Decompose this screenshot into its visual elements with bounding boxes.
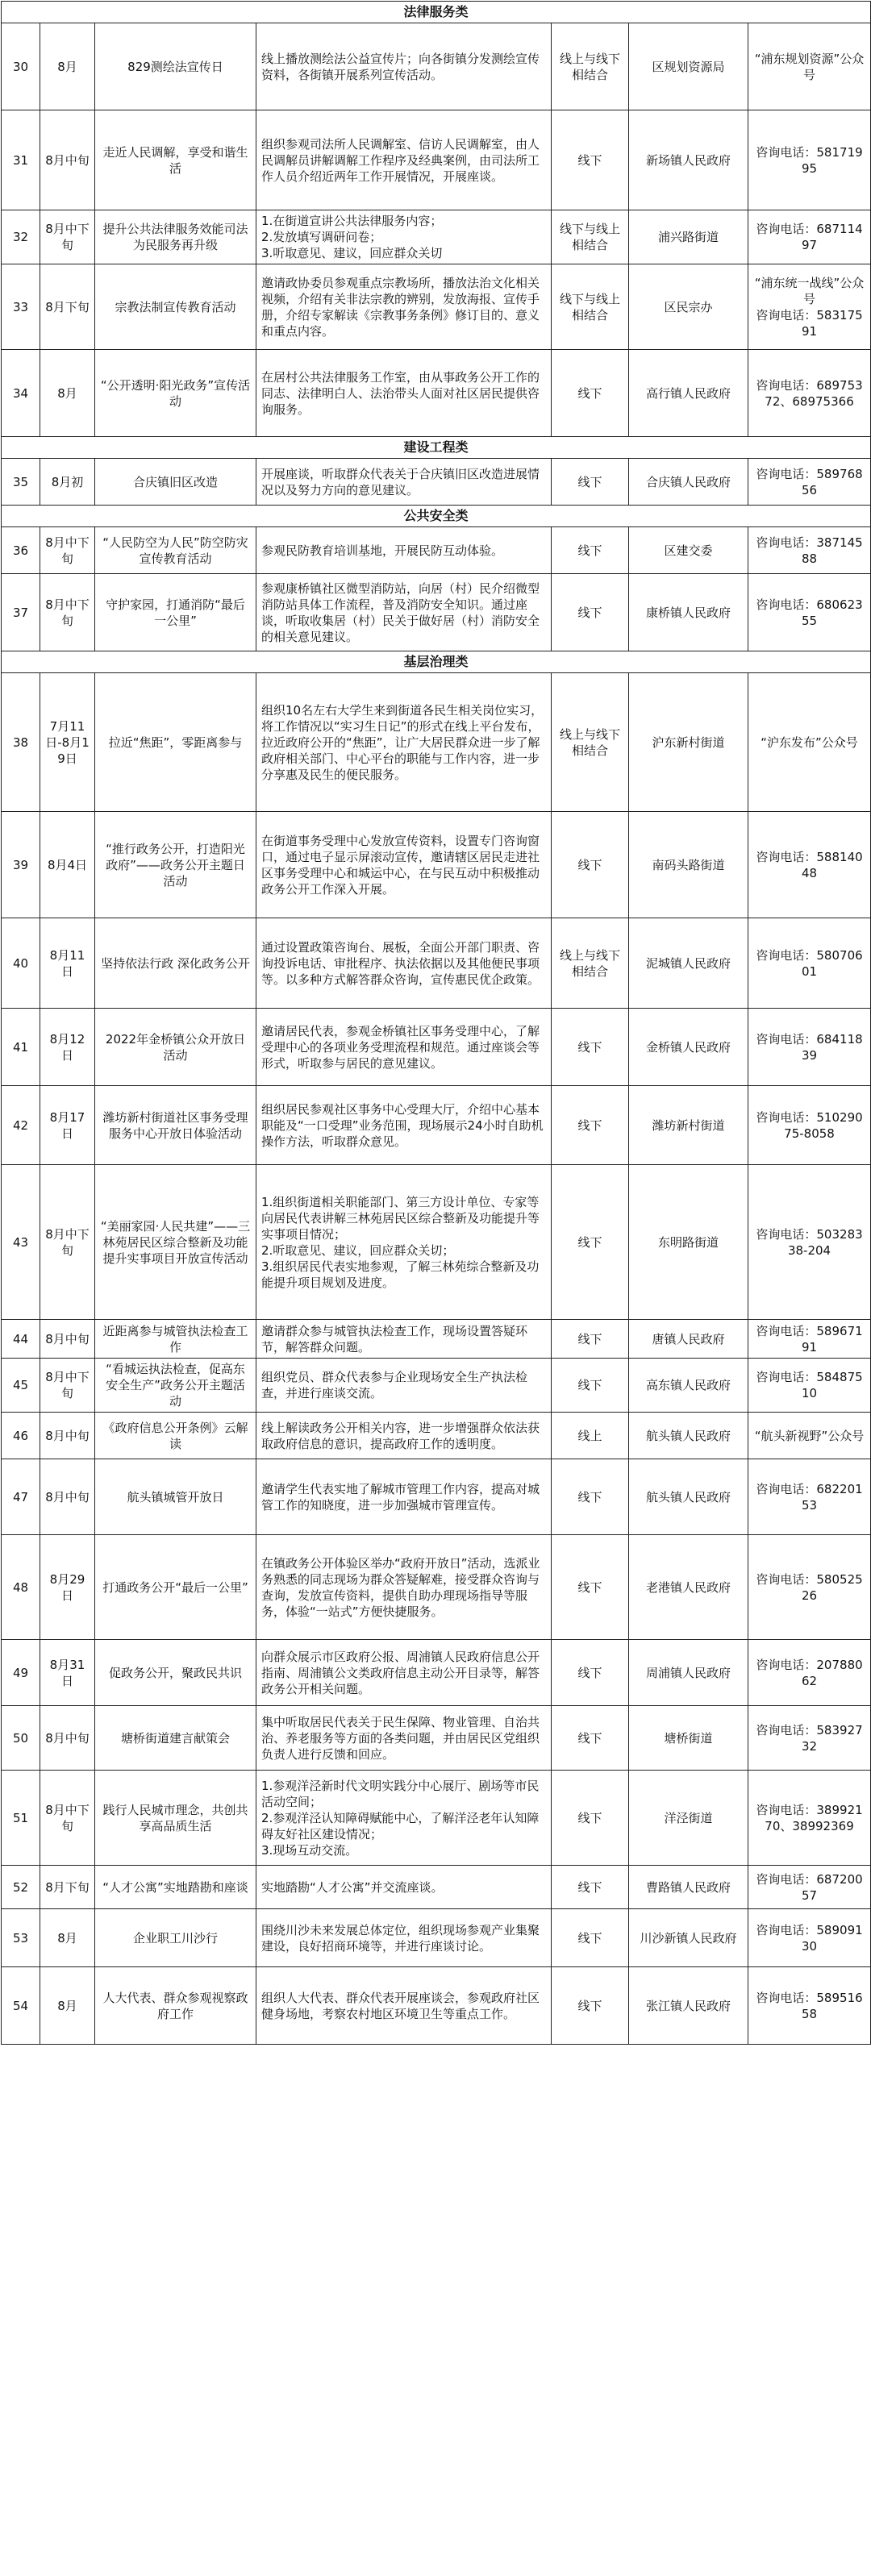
row-content: 在街道事务受理中心发放宣传资料，设置专门咨询窗口，通过电子显示屏滚动宣传，邀请辖区居民走进社区事务受理中心和城运中心，在与民互动中积极推动政务公开工作深入开展。 [256,812,552,918]
row-time: 8月 [40,350,95,437]
table-row [2,1459,871,1535]
row-contact: “浦东规划资源”公众号 [748,23,871,110]
row-activity-name: 近距离参与城管执法检查工作 [95,1320,256,1359]
row-number: 40 [2,918,40,1009]
row-format: 线下与线上相结合 [552,210,629,264]
row-contact: 咨询电话：58976856 [748,459,871,506]
row-organizer: 区规划资源局 [629,23,748,110]
row-contact: “沪东发布”公众号 [748,673,871,812]
table-row [2,1320,871,1359]
table-row [2,673,871,812]
row-activity-name: 走近人民调解，享受和谐生活 [95,110,256,210]
row-organizer: 潍坊新村街道 [629,1086,748,1165]
row-organizer: 张江镇人民政府 [629,1967,748,2045]
row-organizer: 周浦镇人民政府 [629,1640,748,1706]
row-organizer: 新场镇人民政府 [629,110,748,210]
row-organizer: 东明路街道 [629,1165,748,1320]
row-time: 8月中下旬 [40,527,95,574]
row-contact: 咨询电话：58171995 [748,110,871,210]
row-time: 8月17日 [40,1086,95,1165]
section-header-row [2,651,871,673]
row-activity-name: “推行政务公开，打造阳光政府”——政务公开主题日活动 [95,812,256,918]
table-row [2,1967,871,2045]
activity-table [1,1,871,2045]
row-number: 33 [2,264,40,350]
table-row [2,23,871,110]
row-format: 线下 [552,812,629,918]
row-number: 31 [2,110,40,210]
row-organizer: 川沙新镇人民政府 [629,1909,748,1967]
row-number: 30 [2,23,40,110]
row-activity-name: 践行人民城市理念，共创共享高品质生活 [95,1771,256,1866]
row-activity-name: “人民防空为人民”防空防灾宣传教育活动 [95,527,256,574]
row-activity-name: 合庆镇旧区改造 [95,459,256,506]
row-time: 8月中下旬 [40,1165,95,1320]
row-format: 线下 [552,1459,629,1535]
row-content: 组织人大代表、群众代表开展座谈会，参观政府社区健身场地，考察农村地区环境卫生等重点工作。 [256,1967,552,2045]
row-format: 线下 [552,1967,629,2045]
row-contact: 咨询电话：58951658 [748,1967,871,2045]
table-row [2,110,871,210]
table-row [2,1771,871,1866]
table-row [2,918,871,1009]
row-time: 8月11日 [40,918,95,1009]
row-format: 线下 [552,1909,629,1967]
row-activity-name: 宗教法制宣传教育活动 [95,264,256,350]
row-format: 线下 [552,1320,629,1359]
row-contact: 咨询电话：20788062 [748,1640,871,1706]
row-contact: 咨询电话：58052526 [748,1535,871,1640]
row-format: 线下 [552,1165,629,1320]
row-content: 参观民防教育培训基地，开展民防互动体验。 [256,527,552,574]
row-number: 47 [2,1459,40,1535]
row-contact: 咨询电话：58814048 [748,812,871,918]
row-organizer: 区建交委 [629,527,748,574]
row-format: 线下 [552,1771,629,1866]
row-activity-name: 航头镇城管开放日 [95,1459,256,1535]
row-contact: 咨询电话：68411839 [748,1009,871,1086]
row-organizer: 航头镇人民政府 [629,1413,748,1459]
row-number: 32 [2,210,40,264]
row-contact: 咨询电话：58392732 [748,1706,871,1771]
section-header-row [2,437,871,459]
row-format: 线下 [552,1009,629,1086]
row-content: 参观康桥镇社区微型消防站，向居（村）民介绍微型消防站具体工作流程，普及消防安全知识。通过座谈，听取收集居（村）民关于做好居（村）消防安全的相关意见建议。 [256,574,552,651]
row-time: 8月中下旬 [40,1771,95,1866]
row-activity-name: “美丽家园·人民共建”——三林苑居民区综合整新及功能提升实事项目开放宣传活动 [95,1165,256,1320]
row-activity-name: 《政府信息公开条例》云解读 [95,1413,256,1459]
row-content: 1.参观洋泾新时代文明实践分中心展厅、剧场等市民活动空间； 2.参观洋泾认知障碍赋能中心，了解洋泾老年认知障碍友好社区建设情况； 3.现场互动交流。 [256,1771,552,1866]
section-title: 公共安全类 [2,506,871,527]
row-time: 8月 [40,23,95,110]
row-format: 线下 [552,1866,629,1909]
row-format: 线上与线下相结合 [552,23,629,110]
row-time: 8月29日 [40,1535,95,1640]
row-time: 8月12日 [40,1009,95,1086]
row-activity-name: 企业职工川沙行 [95,1909,256,1967]
table-row [2,1359,871,1413]
table-row [2,210,871,264]
row-number: 41 [2,1009,40,1086]
row-contact: 咨询电话：58070601 [748,918,871,1009]
row-activity-name: “人才公寓”实地踏勘和座谈 [95,1866,256,1909]
row-format: 线下 [552,350,629,437]
row-number: 36 [2,527,40,574]
row-time: 8月中旬 [40,1459,95,1535]
section-title: 基层治理类 [2,651,871,673]
row-number: 49 [2,1640,40,1706]
row-format: 线下 [552,527,629,574]
row-organizer: 高东镇人民政府 [629,1359,748,1413]
row-organizer: 泥城镇人民政府 [629,918,748,1009]
row-content: 线上播放测绘法公益宣传片；向各街镇分发测绘宣传资料，各街镇开展系列宣传活动。 [256,23,552,110]
row-content: 邀请居民代表，参观金桥镇社区事务受理中心，了解受理中心的各项业务受理流程和规范。通过座谈会等形式，听取参与居民的意见建议。 [256,1009,552,1086]
row-number: 54 [2,1967,40,2045]
row-organizer: 洋泾街道 [629,1771,748,1866]
row-format: 线下 [552,1640,629,1706]
row-organizer: 高行镇人民政府 [629,350,748,437]
section-header-row [2,2,871,23]
table-row [2,1165,871,1320]
row-format: 线下与线上相结合 [552,264,629,350]
row-content: 1.组织街道相关职能部门、第三方设计单位、专家等向居民代表讲解三林苑居民区综合整新及功能提升等实事项目情况； 2.听取意见、建议，回应群众关切； 3.组织居民代表实地参观，了解三林苑综合整新及功能提升项目规划及进度。 [256,1165,552,1320]
row-contact: 咨询电话：38714588 [748,527,871,574]
row-time: 8月 [40,1909,95,1967]
row-organizer: 唐镇人民政府 [629,1320,748,1359]
table-row [2,1706,871,1771]
row-time: 8月下旬 [40,1866,95,1909]
row-content: 开展座谈，听取群众代表关于合庆镇旧区改造进展情况以及努力方向的意见建议。 [256,459,552,506]
row-activity-name: 塘桥街道建言献策会 [95,1706,256,1771]
section-header-row [2,506,871,527]
row-activity-name: 打通政务公开“最后一公里” [95,1535,256,1640]
row-number: 52 [2,1866,40,1909]
row-time: 8月中下旬 [40,1359,95,1413]
row-time: 8月4日 [40,812,95,918]
row-activity-name: 拉近“焦距”，零距离参与 [95,673,256,812]
row-content: 邀请政协委员参观重点宗教场所，播放法治文化相关视频，介绍有关非法宗教的辨别，发放海报、宣传手册，介绍专家解读《宗教事务条例》修订目的、意义和重点内容。 [256,264,552,350]
row-organizer: 区民宗办 [629,264,748,350]
row-organizer: 老港镇人民政府 [629,1535,748,1640]
row-format: 线下 [552,1535,629,1640]
row-format: 线下 [552,459,629,506]
row-format: 线上与线下相结合 [552,918,629,1009]
row-content: 组织党员、群众代表参与企业现场安全生产执法检查，并进行座谈交流。 [256,1359,552,1413]
row-content: 组织10名左右大学生来到街道各民生相关岗位实习，将工作情况以“实习生日记”的形式在线上平台发布，拉近政府公开的“焦距”，让广大居民群众进一步了解政府相关部门、中心平台的职能与工作内容，进一步分享惠及民生的便民服务。 [256,673,552,812]
row-content: 组织居民参观社区事务中心受理大厅，介绍中心基本职能及“一口受理”业务范围，现场展示24小时自助机操作方法，听取群众意见。 [256,1086,552,1165]
row-organizer: 浦兴路街道 [629,210,748,264]
row-number: 35 [2,459,40,506]
row-contact: 咨询电话：68220153 [748,1459,871,1535]
row-content: 邀请群众参与城管执法检查工作，现场设置答疑环节，解答群众问题。 [256,1320,552,1359]
row-content: 围绕川沙未来发展总体定位，组织现场参观产业集聚建设，良好招商环境等，并进行座谈讨论。 [256,1909,552,1967]
row-activity-name: 坚持依法行政 深化政务公开 [95,918,256,1009]
row-organizer: 曹路镇人民政府 [629,1866,748,1909]
row-time: 8月中下旬 [40,210,95,264]
row-number: 37 [2,574,40,651]
row-time: 8月初 [40,459,95,506]
section-title: 建设工程类 [2,437,871,459]
row-activity-name: 人大代表、群众参观视察政府工作 [95,1967,256,2045]
table-row [2,812,871,918]
row-time: 8月中下旬 [40,574,95,651]
row-contact: 咨询电话：58909130 [748,1909,871,1967]
activity-table-body [2,2,871,2045]
row-time: 8月中旬 [40,1413,95,1459]
row-activity-name: “看城运执法检查，促高东安全生产”政务公开主题活动 [95,1359,256,1413]
row-number: 34 [2,350,40,437]
row-contact: 咨询电话：68711497 [748,210,871,264]
row-content: 集中听取居民代表关于民生保障、物业管理、自治共治、养老服务等方面的各类问题，并由居民区党组织负责人进行反馈和回应。 [256,1706,552,1771]
row-format: 线下 [552,110,629,210]
row-organizer: 金桥镇人民政府 [629,1009,748,1086]
row-contact: 咨询电话：51029075-8058 [748,1086,871,1165]
row-number: 48 [2,1535,40,1640]
row-organizer: 康桥镇人民政府 [629,574,748,651]
row-content: 实地踏勘“人才公寓”并交流座谈。 [256,1866,552,1909]
row-contact: “浦东统一战线”公众号 咨询电话：58317591 [748,264,871,350]
table-row [2,1640,871,1706]
row-activity-name: “公开透明·阳光政务”宣传活动 [95,350,256,437]
table-row [2,527,871,574]
row-organizer: 塘桥街道 [629,1706,748,1771]
row-content: 1.在街道宣讲公共法律服务内容； 2.发放填写调研问卷； 3.听取意见、建议，回应群众关切 [256,210,552,264]
row-time: 8月中旬 [40,1706,95,1771]
row-content: 邀请学生代表实地了解城市管理工作内容，提高对城管工作的知晓度，进一步加强城市管理宣传。 [256,1459,552,1535]
row-organizer: 航头镇人民政府 [629,1459,748,1535]
row-contact: 咨询电话：68062355 [748,574,871,651]
row-format: 线下 [552,574,629,651]
row-number: 45 [2,1359,40,1413]
table-row [2,1009,871,1086]
row-activity-name: 提升公共法律服务效能司法为民服务再升级 [95,210,256,264]
row-content: 线上解读政务公开相关内容，进一步增强群众依法获取政府信息的意识，提高政府工作的透明度。 [256,1413,552,1459]
row-time: 8月中旬 [40,1320,95,1359]
row-contact: 咨询电话：38992170、38992369 [748,1771,871,1866]
row-contact: 咨询电话：58487510 [748,1359,871,1413]
row-contact: 咨询电话：68975372、68975366 [748,350,871,437]
row-time: 8月 [40,1967,95,2045]
row-activity-name: 促政务公开，聚政民共识 [95,1640,256,1706]
row-number: 53 [2,1909,40,1967]
row-format: 线上与线下相结合 [552,673,629,812]
row-activity-name: 守护家园，打通消防“最后一公里” [95,574,256,651]
table-row [2,1535,871,1640]
table-row [2,574,871,651]
section-title: 法律服务类 [2,2,871,23]
row-number: 44 [2,1320,40,1359]
table-row [2,1909,871,1967]
row-number: 46 [2,1413,40,1459]
row-organizer: 沪东新村街道 [629,673,748,812]
row-content: 通过设置政策咨询台、展板，全面公开部门职责、咨询投诉电话、审批程序、执法依据以及其他便民事项等。以多种方式解答群众咨询，宣传惠民优企政策。 [256,918,552,1009]
row-activity-name: 潍坊新村街道社区事务受理服务中心开放日体验活动 [95,1086,256,1165]
row-number: 50 [2,1706,40,1771]
table-row [2,1866,871,1909]
row-contact: 咨询电话：58967191 [748,1320,871,1359]
row-time: 8月下旬 [40,264,95,350]
row-time: 8月31日 [40,1640,95,1706]
row-content: 在镇政务公开体验区举办“政府开放日”活动，选派业务熟悉的同志现场为群众答疑解难，接受群众咨询与查询，发放宣传资料，提供自助办理现场指导等服务，体验“一站式”方便快捷服务。 [256,1535,552,1640]
row-time: 7月11日-8月19日 [40,673,95,812]
row-contact: 咨询电话：50328338-204 [748,1165,871,1320]
row-format: 线上 [552,1413,629,1459]
row-activity-name: 2022年金桥镇公众开放日活动 [95,1009,256,1086]
row-contact: “航头新视野”公众号 [748,1413,871,1459]
row-number: 51 [2,1771,40,1866]
table-row [2,1086,871,1165]
row-format: 线下 [552,1706,629,1771]
table-row [2,264,871,350]
row-time: 8月中旬 [40,110,95,210]
row-format: 线下 [552,1359,629,1413]
row-number: 43 [2,1165,40,1320]
table-row [2,459,871,506]
table-row [2,1413,871,1459]
row-number: 38 [2,673,40,812]
row-content: 组织参观司法所人民调解室、信访人民调解室，由人民调解员讲解调解工作程序及经典案例，由司法所工作人员介绍近两年工作开展情况，开展座谈。 [256,110,552,210]
row-contact: 咨询电话：68720057 [748,1866,871,1909]
row-number: 42 [2,1086,40,1165]
row-content: 向群众展示市区政府公报、周浦镇人民政府信息公开指南、周浦镇公文类政府信息主动公开目录等，解答政务公开相关问题。 [256,1640,552,1706]
row-format: 线下 [552,1086,629,1165]
row-number: 39 [2,812,40,918]
table-row [2,350,871,437]
row-organizer: 合庆镇人民政府 [629,459,748,506]
row-organizer: 南码头路街道 [629,812,748,918]
row-content: 在居村公共法律服务工作室，由从事政务公开工作的同志、法律明白人、法治带头人面对社区居民提供咨询服务。 [256,350,552,437]
row-activity-name: 829测绘法宣传日 [95,23,256,110]
